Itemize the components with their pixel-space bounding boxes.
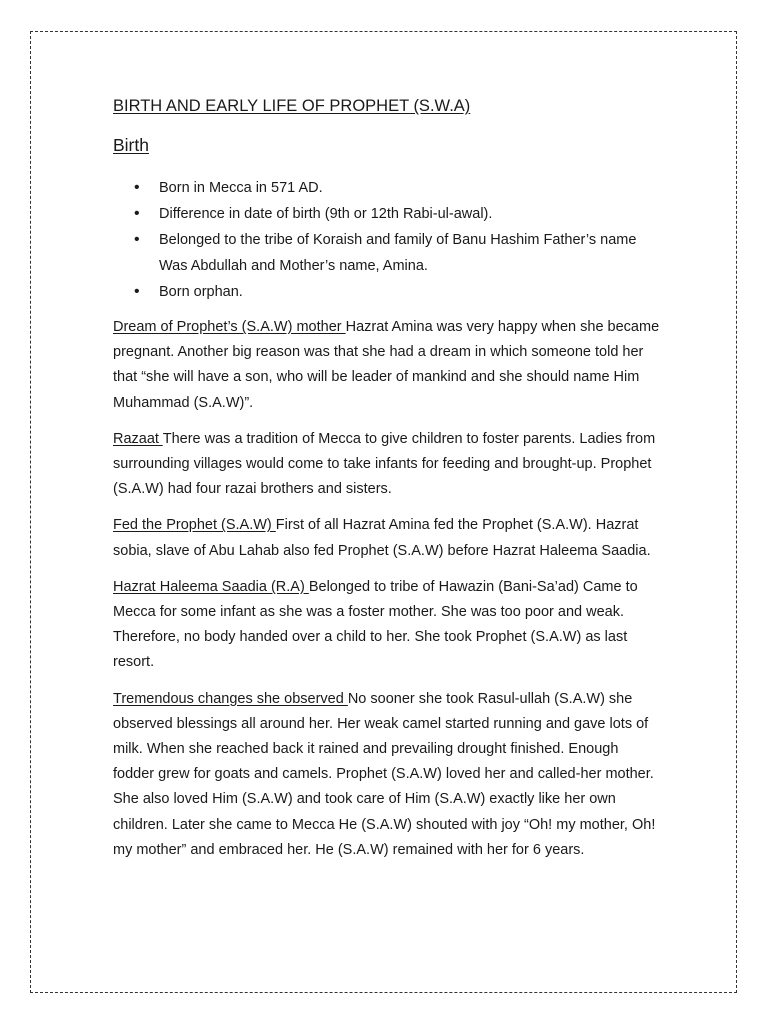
paragraph-dream [113,315,661,416]
bullet-item: • Belonged to the tribe of Koraish and family of Banu Hashim Father’s name Was Abdullah and Mother’s name, Amina. [159,227,661,279]
bullet-item: • Difference in date of birth (9th or 12th Rabi-ul-awal). [159,201,661,227]
birth-bullet-list [113,175,661,305]
paragraph-text: First of all Hazrat Amina fed the Prophet (S.A.W). Hazrat sobia, slave of Abu Lahab also fed Prophet (S.A.W) before Hazrat Haleema Saadia. [113,517,651,559]
bullet-item: • Born orphan. [159,279,661,305]
paragraph-lead: Dream of Prophet’s (S.A.W) mother [113,319,346,335]
paragraph-text: There was a tradition of Mecca to give children to foster parents. Ladies from surrounding villages would come to take infants for feeding and brought-up. Prophet (S.A.W) had four razai brothers and sisters. [113,430,656,498]
document-title: BIRTH AND EARLY LIFE OF PROPHET (S.W.A) [113,97,471,115]
document-body [113,94,661,874]
paragraph-lead: Razaat [113,430,163,447]
paragraph-text: No sooner she took Rasul-ullah (S.A.W) she observed blessings all around her. Her weak camel started running and gave lots of milk. When she reached back it rained and prevailing drought finished. Enough fodder grew for goats and camels. Prophet (S.A.W) loved her and called-her mother. She also loved Him (S.A.W) and took care of Him (S.A.W) exactly like her own children. Later she came to Mecca He (S.A.W) shouted with joy “Oh! my mother, Oh! my mother” and embraced her. He (S.A.W) remained with her for 6 years. [113,690,656,858]
paragraph-fed [113,513,661,563]
bullet-item: • Born in Mecca in 571 AD. [159,175,661,201]
section-heading-birth: Birth [113,135,149,155]
paragraph-haleema [113,575,661,676]
paragraph-text: Belonged to tribe of Hawazin (Bani-Sa’ad) Came to Mecca for some infant as she was a foster mother. She was too poor and weak. Therefore, no body handed over a child to her. She took Prophet (S.A.W) as last resort. [113,578,638,671]
paragraph-lead: Hazrat Haleema Saadia (R.A) [113,578,309,595]
paragraph-razaat [113,427,661,503]
paragraph-lead: Tremendous changes she observed [113,690,348,707]
paragraph-changes [113,687,661,863]
paragraph-lead: Fed the Prophet (S.A.W) [113,517,276,534]
paragraph-text: Hazrat Amina was very happy when she became pregnant. Another big reason was that she had a dream in which someone told her that “she will have a son, who will be leader of mankind and she should name Him Muhammad (S.A.W)”. [113,319,660,411]
